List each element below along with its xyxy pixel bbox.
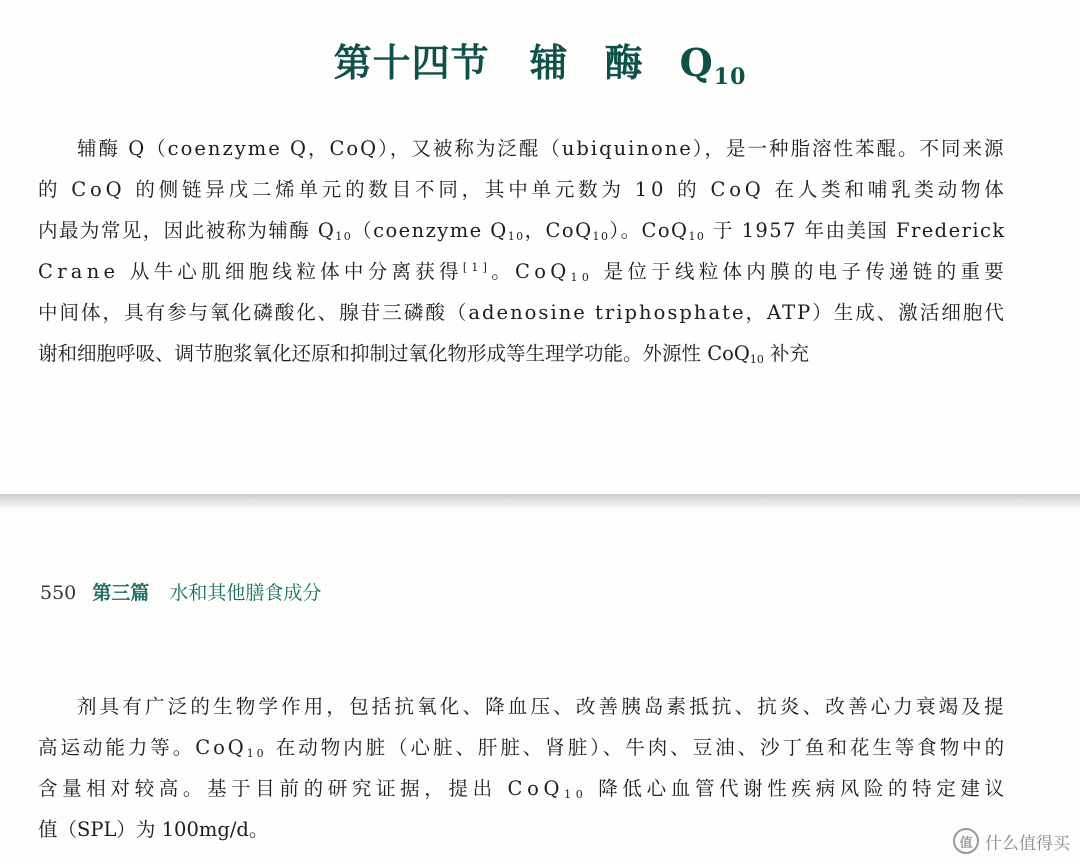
text-run: Crane 从牛心肌细胞线粒体中分离获得 <box>38 260 463 283</box>
text-run: 内最为常见，因此被称为辅酶 Q <box>38 219 336 242</box>
subscript: 10 <box>564 788 588 801</box>
text-run: 中间体，具有参与氧化磷酸化、腺苷三磷酸（adenosine triphosphate，ATP）生成、激活细胞代 <box>38 301 1006 324</box>
part-label: 第三篇 <box>92 582 150 604</box>
title-char-1: 辅 <box>529 40 569 85</box>
subscript: 10 <box>749 353 764 366</box>
text-line <box>38 292 1004 333</box>
text-run: 在动物内脏（心脏、肝脏、肾脏）、牛肉、豆油、沙丁鱼和花生等食物中的 <box>266 736 1008 759</box>
title-q: Q <box>679 40 714 85</box>
subscript: 10 <box>570 271 594 284</box>
subscript: 10 <box>507 230 525 243</box>
subscript: 10 <box>246 747 267 760</box>
text-line <box>38 169 1008 210</box>
title-char-2: 酶 <box>604 40 644 85</box>
page-divider <box>0 494 1080 508</box>
text-line <box>38 686 1007 727</box>
subscript: 10 <box>688 230 706 243</box>
text-run: 补充 <box>763 342 810 365</box>
intro-paragraph <box>38 128 1008 374</box>
text-line <box>38 210 1004 251</box>
watermark <box>953 826 1070 856</box>
title-subscript: 10 <box>713 64 747 90</box>
text-run: 辅酶 Q（coenzyme Q，CoQ），又被称为泛醌（ubiquinone），是一种脂溶性苯醌。不同来源 <box>77 137 1006 160</box>
text-run: 是位于线粒体内膜的电子传递链的重要 <box>593 260 1008 283</box>
text-run: 降低心血管代谢性疾病风险的特定建议 <box>587 777 1009 800</box>
text-run: 的 CoQ 的侧链异戊二烯单元的数目不同，其中单元数为 10 的 CoQ 在人类和哺乳类动物体 <box>38 178 1008 201</box>
page-number: 550 <box>40 582 77 604</box>
text-run: 剂具有广泛的生物学作用，包括抗氧化、降血压、改善胰岛素抵抗、抗炎、改善心力衰竭及提 <box>77 695 1007 718</box>
text-line <box>38 768 1009 809</box>
text-line <box>38 727 1008 768</box>
continued-paragraph <box>38 686 1009 850</box>
subscript: 10 <box>335 230 353 243</box>
text-run: 谢和细胞呼吸、调节胞浆氧化还原和抑制过氧化物形成等生理学功能。外源性 CoQ <box>38 342 750 365</box>
zhi-icon: 值 <box>953 828 979 854</box>
citation-ref: [1] <box>462 261 492 274</box>
text-line <box>38 333 1004 374</box>
text-run: 。CoQ <box>491 260 571 283</box>
subscript: 10 <box>592 230 610 243</box>
text-run: 值（SPL）为 100mg/d。 <box>38 818 269 841</box>
text-run: 含量相对较高。基于目前的研究证据，提出 CoQ <box>38 777 565 800</box>
text-run: 高运动能力等。CoQ <box>38 736 247 759</box>
text-run: ）。CoQ <box>609 219 689 242</box>
chapter-label: 水和其他膳食成分 <box>169 582 322 604</box>
text-run: 于 1957 年由美国 Frederick <box>705 219 1006 242</box>
text-run: （coenzyme Q <box>352 219 508 242</box>
text-line <box>38 128 1004 169</box>
text-run: ，CoQ <box>524 219 593 242</box>
section-title <box>0 32 1080 90</box>
text-line <box>38 809 1004 850</box>
section-number: 第十四节 <box>333 40 490 85</box>
watermark-text: 什么值得买 <box>985 833 1070 854</box>
text-line <box>38 251 1008 292</box>
running-head <box>40 578 321 605</box>
